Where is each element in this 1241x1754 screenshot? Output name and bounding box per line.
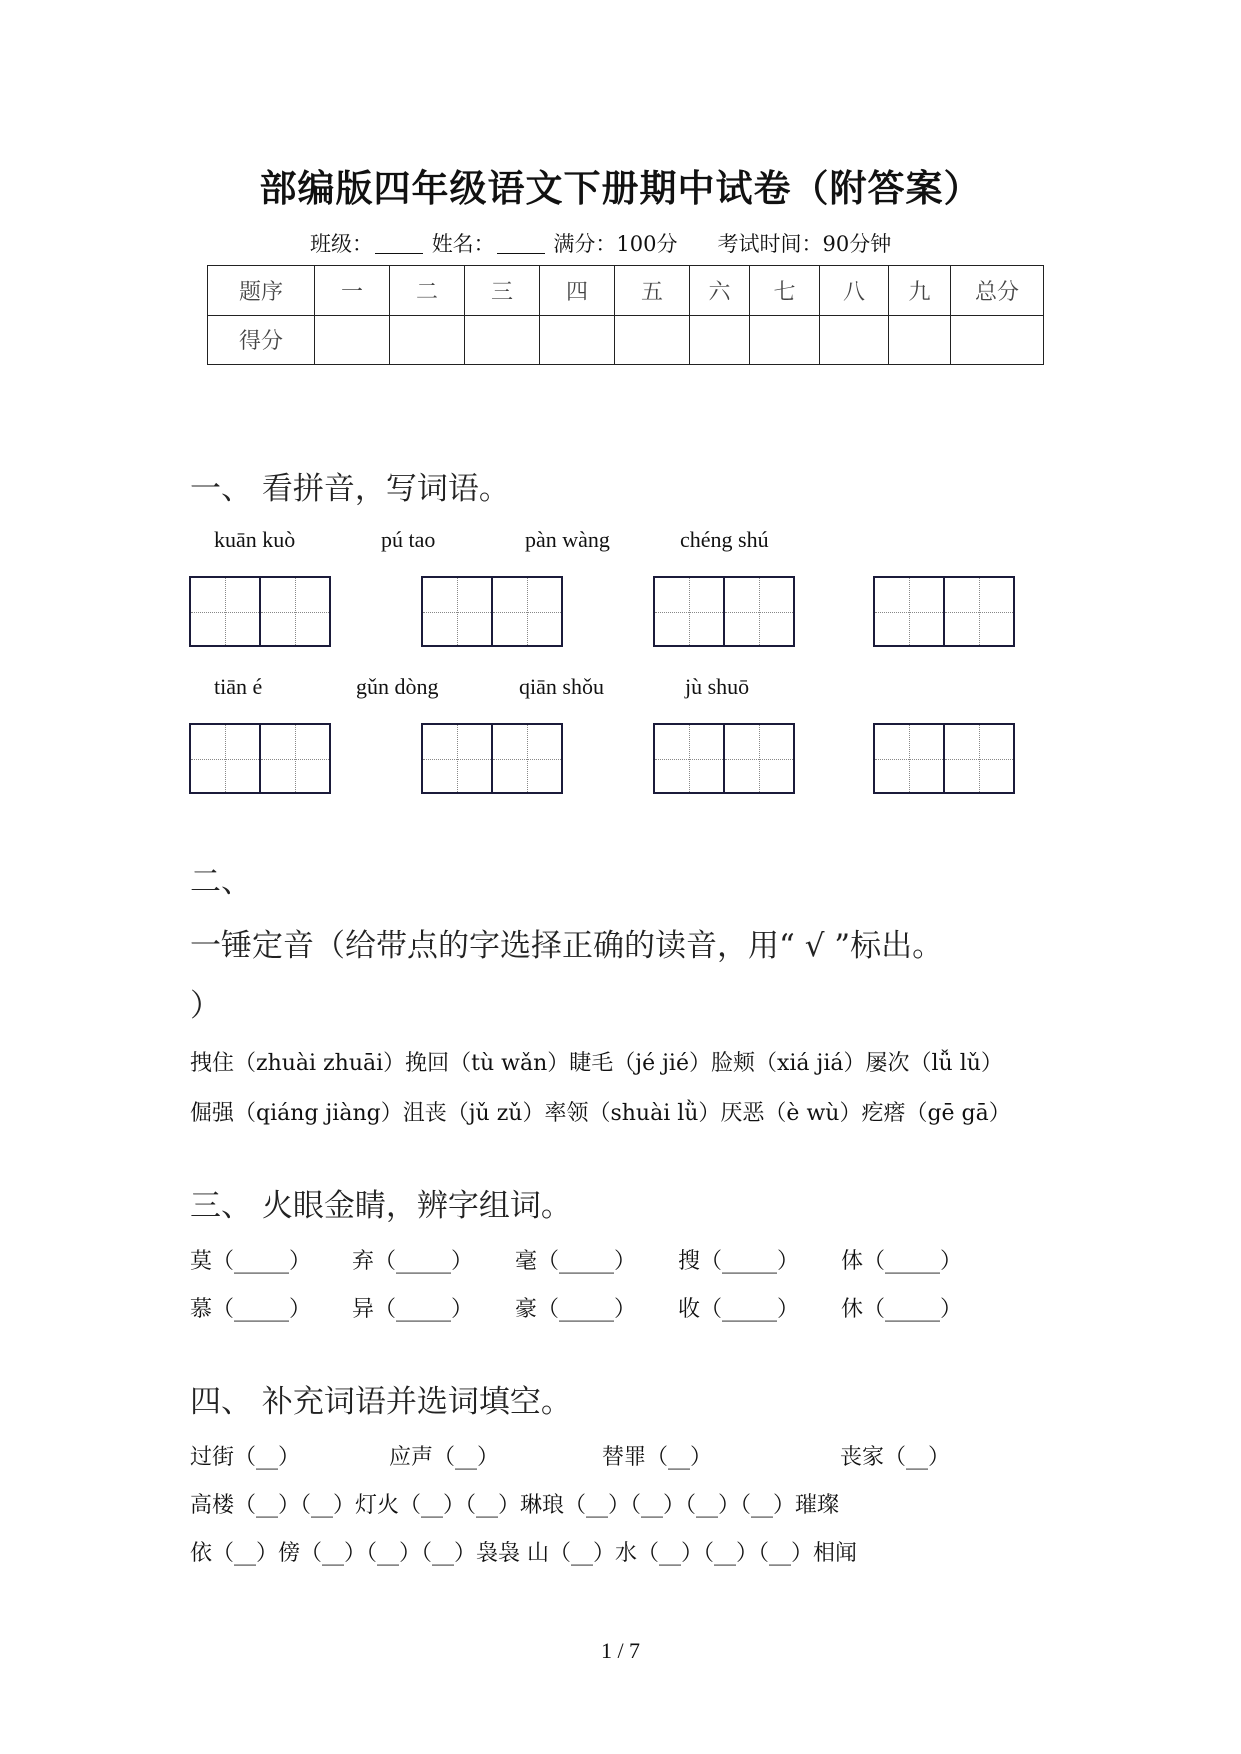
score-cell[interactable] [820,315,889,365]
score-header-cell: 六 [690,266,750,316]
writing-grid[interactable] [653,576,795,647]
score-table [207,265,1044,365]
class-label: 班级： [310,232,373,256]
score-cell[interactable] [951,315,1044,365]
score-cell[interactable] [690,315,750,365]
idiom-fill-item[interactable]: 替罪（__） [602,1445,713,1470]
writing-grid[interactable] [189,723,331,794]
score-cell[interactable] [750,315,820,365]
writing-grid[interactable] [653,723,795,794]
name-blank[interactable] [497,235,545,254]
pinyin-label: jù shuō [685,674,750,699]
score-cell[interactable] [540,315,615,365]
full-score: 满分：100分 [553,232,678,256]
pinyin-label: qiān shǒu [519,674,604,699]
writing-grid[interactable] [873,576,1015,647]
writing-grid[interactable] [421,723,563,794]
score-header-cell: 二 [390,266,465,316]
score-header-cell: 题序 [208,266,315,316]
word-group-item[interactable]: 收（_____） [678,1297,800,1322]
idiom-fill-line[interactable]: 高楼（__）（__）灯火（__）（__）琳琅（__）（__）（__）（__）璀璨 [190,1493,840,1518]
score-header-cell: 八 [820,266,889,316]
score-header-cell: 五 [615,266,690,316]
pinyin-label: kuān kuò [214,527,296,552]
word-group-item[interactable]: 异（_____） [352,1297,474,1322]
pinyin-label: tiān é [214,674,263,699]
score-cell[interactable] [889,315,951,365]
section-4-heading: 四、 补充词语并选词填空。 [190,1384,572,1420]
section-2-heading: 二、 [190,864,252,900]
class-blank[interactable] [375,235,423,254]
score-cell[interactable] [390,315,465,365]
word-group-item[interactable]: 慕（_____） [190,1297,312,1322]
writing-grid[interactable] [189,576,331,647]
pinyin-label: chéng shú [680,527,769,552]
score-header-cell: 三 [465,266,540,316]
word-group-item[interactable]: 莫（_____） [190,1249,312,1274]
section-2-instruction: 一锤定音（给带点的字选择正确的读音，用“ √ ”标出。 [190,928,944,964]
score-table-header-row [208,266,1044,316]
pronunciation-line[interactable]: 拽住（zhuài zhuāi）挽回（tù wǎn）睫毛（jé jié）脸颊（xiá jiá）屡次（lǚ lǔ） [190,1051,1003,1076]
idiom-fill-item[interactable]: 过街（__） [190,1445,301,1470]
page-number: 1 / 7 [600,1638,641,1663]
score-row-label: 得分 [208,315,315,365]
score-header-cell: 总分 [951,266,1044,316]
pinyin-label: pú tao [381,527,436,552]
score-header-cell: 四 [540,266,615,316]
exam-time: 考试时间：90分钟 [717,232,892,256]
name-label: 姓名： [431,232,495,256]
section-1-heading: 一、 看拼音，写词语。 [190,471,510,507]
idiom-fill-item[interactable]: 丧家（__） [840,1445,951,1470]
word-group-item[interactable]: 搜（_____） [678,1249,800,1274]
writing-grid[interactable] [421,576,563,647]
pinyin-label: gǔn dòng [356,674,439,699]
idiom-fill-item[interactable]: 应声（__） [389,1445,500,1470]
score-cell[interactable] [615,315,690,365]
idiom-fill-line[interactable]: 依（__）傍（__）（__）（__）袅袅 山（__）水（__）（__）（__）相闻 [190,1541,857,1566]
score-header-cell: 一 [315,266,390,316]
score-table-score-row [208,315,1044,365]
pronunciation-line[interactable]: 倔强（qiáng jiàng）沮丧（jǔ zǔ）率领（shuài lǜ）厌恶（è wù）疙瘩（gē gā） [190,1101,1011,1126]
section-2-instruction-tail: ） [190,988,221,1024]
word-group-item[interactable]: 豪（_____） [515,1297,637,1322]
score-cell[interactable] [465,315,540,365]
word-group-item[interactable]: 体（_____） [841,1249,963,1274]
page-title: 部编版四年级语文下册期中试卷（附答案） [259,166,982,210]
section-3-heading: 三、 火眼金睛，辨字组词。 [190,1188,572,1224]
word-group-item[interactable]: 弃（_____） [352,1249,474,1274]
score-header-cell: 七 [750,266,820,316]
pinyin-label: pàn wàng [525,527,610,552]
word-group-item[interactable]: 毫（_____） [515,1249,637,1274]
score-header-cell: 九 [889,266,951,316]
word-group-item[interactable]: 休（_____） [841,1297,963,1322]
score-cell[interactable] [315,315,390,365]
writing-grid[interactable] [873,723,1015,794]
exam-info [310,228,891,258]
